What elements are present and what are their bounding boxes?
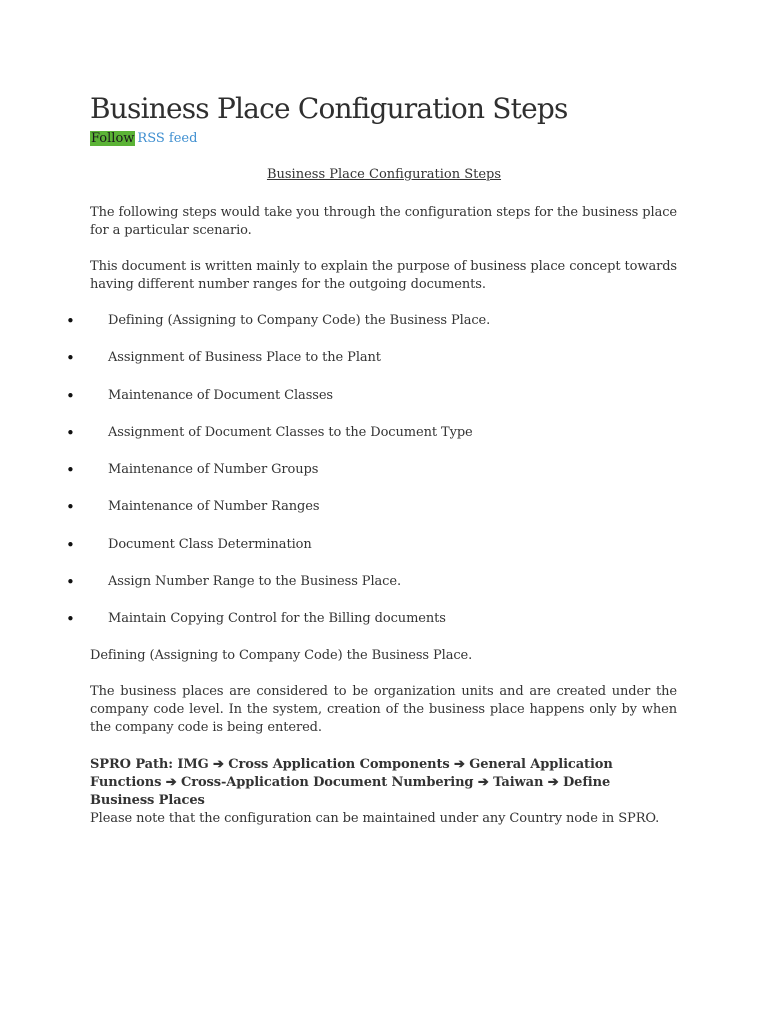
bullet-icon: •: [66, 535, 75, 554]
list-item: [0, 312, 768, 349]
bullet-icon: •: [66, 312, 75, 330]
document-subtitle: Business Place Configuration Steps: [266, 167, 502, 182]
step-text: Maintenance of Document Classes: [108, 387, 333, 403]
list-item: [0, 461, 768, 498]
bullet-icon: •: [66, 573, 75, 592]
list-item: [0, 424, 768, 461]
bullet-icon: •: [66, 610, 75, 629]
bullet-icon: •: [66, 461, 75, 480]
section-body: The business places are considered to be organization units and are created under the company code level. In the system, creation of the business place happens only by when the company code is being entered.: [90, 684, 677, 735]
step-text: Assignment of Document Classes to the Document Type: [108, 424, 473, 440]
step-text: Maintenance of Number Groups: [108, 462, 319, 478]
page-title: Business Place Configuration Steps: [90, 92, 568, 125]
list-item: [0, 536, 768, 573]
bullet-icon: •: [66, 386, 75, 405]
intro-paragraph-1: The following steps would take you through the configuration steps for the business place for a particular scenario.: [90, 205, 677, 238]
list-item: [0, 498, 768, 535]
bullet-icon: •: [66, 498, 75, 517]
bullet-icon: •: [66, 349, 75, 368]
step-text: Assign Number Range to the Business Place.: [108, 574, 401, 590]
steps-list: [0, 312, 768, 648]
intro-paragraph-2: This document is written mainly to explain the purpose of business place concept towards having different number ranges for the outgoing documents.: [90, 259, 677, 292]
list-item: [0, 349, 768, 386]
section-heading: Defining (Assigning to Company Code) the Business Place.: [90, 648, 473, 663]
list-item: [0, 387, 768, 424]
follow-row: [90, 130, 197, 148]
step-text: Document Class Determination: [108, 536, 312, 552]
rss-feed-link[interactable]: RSS feed: [137, 131, 198, 146]
step-text: Maintain Copying Control for the Billing documents: [108, 611, 446, 627]
spro-path: SPRO Path: IMG ➔ Cross Application Components ➔ General Application Functions ➔ Cross-Application Document Numbering ➔ Taiwan ➔ Define Business Places: [90, 757, 613, 808]
step-text: Defining (Assigning to Company Code) the Business Place.: [108, 313, 491, 328]
step-text: Maintenance of Number Ranges: [108, 499, 320, 515]
list-item: [0, 610, 768, 647]
bullet-icon: •: [66, 423, 75, 442]
list-item: [0, 573, 768, 610]
step-text: Assignment of Business Place to the Plant: [108, 350, 381, 366]
follow-button[interactable]: Follow: [91, 131, 135, 146]
config-note: Please note that the configuration can be maintained under any Country node in SPRO.: [90, 811, 660, 826]
